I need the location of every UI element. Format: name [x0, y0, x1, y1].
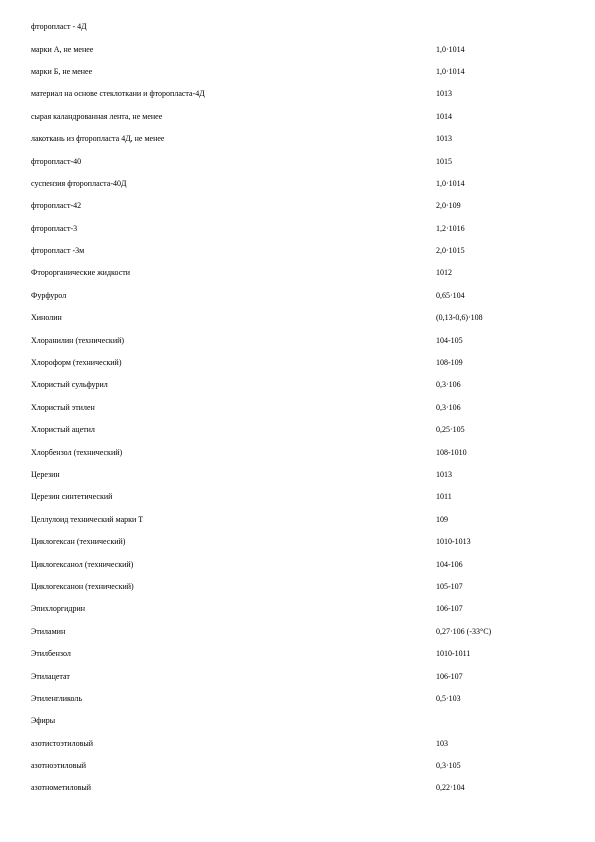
substance-name: фторопласт -3м: [31, 246, 85, 256]
resistivity-value: 2,0·109: [436, 201, 461, 211]
resistivity-value: 1013: [436, 470, 452, 479]
resistivity-value: 108-1010: [436, 447, 467, 457]
resistivity-value: 2,0·1015: [436, 246, 465, 256]
table-row: [31, 240, 571, 262]
resistivity-value: 1014: [436, 111, 452, 121]
resistivity-value: 1,0·1014: [436, 44, 465, 54]
substance-name: азотноэтиловый: [31, 761, 87, 771]
table-row: [31, 374, 571, 396]
substance-name: фторопласт - 4Д: [31, 22, 87, 32]
substance-name: Эфиры: [31, 716, 56, 726]
substance-name: фторопласт-3: [31, 223, 78, 233]
substance-name: Фурфурол: [31, 290, 67, 300]
resistivity-value: 0,5·103: [436, 693, 461, 703]
table-row: [31, 173, 571, 195]
substance-name: Этилацетат: [31, 671, 70, 681]
resistivity-value: 0,3·106: [436, 380, 461, 390]
table-row: [31, 755, 571, 777]
resistivity-value: 1010-1013: [436, 537, 471, 547]
table-row: [31, 531, 571, 553]
substance-name: материал на основе стеклоткани и фторопласта-4Д: [31, 89, 205, 99]
table-row: [31, 285, 571, 307]
table-row: [31, 83, 571, 105]
table-row: [31, 688, 571, 710]
table-row: [31, 397, 571, 419]
resistivity-value: 1013: [436, 134, 452, 144]
resistivity-value: 103: [436, 738, 448, 748]
resistivity-value: 104-105: [436, 335, 463, 345]
resistivity-table: [31, 16, 571, 800]
resistivity-value: 108-109: [436, 358, 463, 368]
substance-name: азотистоэтиловый: [31, 738, 94, 748]
table-row: [31, 16, 571, 38]
substance-name: Циклогексанон (технический): [31, 581, 134, 591]
resistivity-value: 0,3·105: [436, 761, 461, 771]
resistivity-value: 1011: [436, 492, 452, 502]
table-row: [31, 352, 571, 374]
resistivity-value: 109: [436, 514, 448, 524]
resistivity-value: 104-106: [436, 559, 463, 569]
table-row: [31, 621, 571, 643]
substance-name: Этиламин: [31, 626, 66, 636]
table-row: [31, 464, 571, 486]
table-row: [31, 106, 571, 128]
substance-name: Этиленгликоль: [31, 693, 83, 703]
substance-name: азотнометиловый: [31, 783, 91, 793]
substance-name: Хлористый сульфурил: [31, 380, 108, 390]
table-row: [31, 61, 571, 83]
substance-name: Фторорганические жидкости: [31, 268, 131, 278]
resistivity-value: 106-107: [436, 604, 463, 614]
resistivity-value: 1,0·1014: [436, 66, 465, 76]
table-row: [31, 441, 571, 463]
resistivity-value: 0,65·104: [436, 290, 465, 300]
table-row: [31, 576, 571, 598]
substance-name: фторопласт-42: [31, 201, 82, 211]
table-row: [31, 195, 571, 217]
table-row: [31, 128, 571, 150]
substance-name: Этилбензол: [31, 649, 71, 659]
resistivity-value: (0,13-0,6)·108: [436, 313, 483, 323]
table-row: [31, 329, 571, 351]
substance-name: лакоткань из фторопласта 4Д, не менее: [31, 134, 165, 144]
resistivity-value: 0,25·105: [436, 425, 465, 435]
table-row: [31, 307, 571, 329]
table-row: [31, 665, 571, 687]
resistivity-value: 1,0·1014: [436, 178, 465, 188]
table-row: [31, 733, 571, 755]
substance-name: Эпихлоргидрин: [31, 604, 86, 614]
table-row: [31, 598, 571, 620]
substance-name: Церезин: [31, 470, 60, 479]
table-row: [31, 643, 571, 665]
substance-name: Хлористый этилен: [31, 402, 95, 412]
table-row: [31, 262, 571, 284]
substance-name: Циклогексанол (технический): [31, 559, 134, 569]
table-row: [31, 150, 571, 172]
substance-name: Хинолин: [31, 313, 62, 323]
resistivity-value: 1010-1011: [436, 649, 471, 659]
substance-name: сырая каландрованная лента, не менее: [31, 111, 163, 121]
substance-name: фторопласт-40: [31, 156, 82, 166]
table-row: [31, 710, 571, 732]
table-row: [31, 777, 571, 799]
substance-name: суспензия фторопласта-40Д: [31, 178, 127, 188]
resistivity-value: 0,27·106 (-33°С): [436, 626, 492, 636]
resistivity-value: 1012: [436, 268, 452, 278]
table-row: [31, 218, 571, 240]
substance-name: Церезин синтетический: [31, 492, 113, 502]
substance-name: марки Б, не менее: [31, 66, 93, 76]
table-row: [31, 486, 571, 508]
resistivity-value: 0,3·106: [436, 402, 461, 412]
table-row: [31, 509, 571, 531]
table-row: [31, 38, 571, 60]
table-row: [31, 419, 571, 441]
substance-name: Циклогексан (технический): [31, 537, 126, 547]
substance-name: Хлорбензол (технический): [31, 447, 123, 457]
substance-name: Хлористый ацетил: [31, 425, 95, 435]
table-row: [31, 553, 571, 575]
resistivity-value: 106-107: [436, 671, 463, 681]
resistivity-value: 1013: [436, 89, 452, 99]
resistivity-value: 1015: [436, 156, 452, 166]
substance-name: марки А, не менее: [31, 44, 94, 54]
resistivity-value: 0,22·104: [436, 783, 465, 793]
substance-name: Хлоранилин (технический): [31, 335, 125, 345]
resistivity-value: 1,2·1016: [436, 223, 465, 233]
resistivity-value: 105-107: [436, 581, 463, 591]
substance-name: Хлороформ (технический): [31, 358, 122, 368]
substance-name: Целлулоид технический марки Т: [31, 514, 144, 524]
